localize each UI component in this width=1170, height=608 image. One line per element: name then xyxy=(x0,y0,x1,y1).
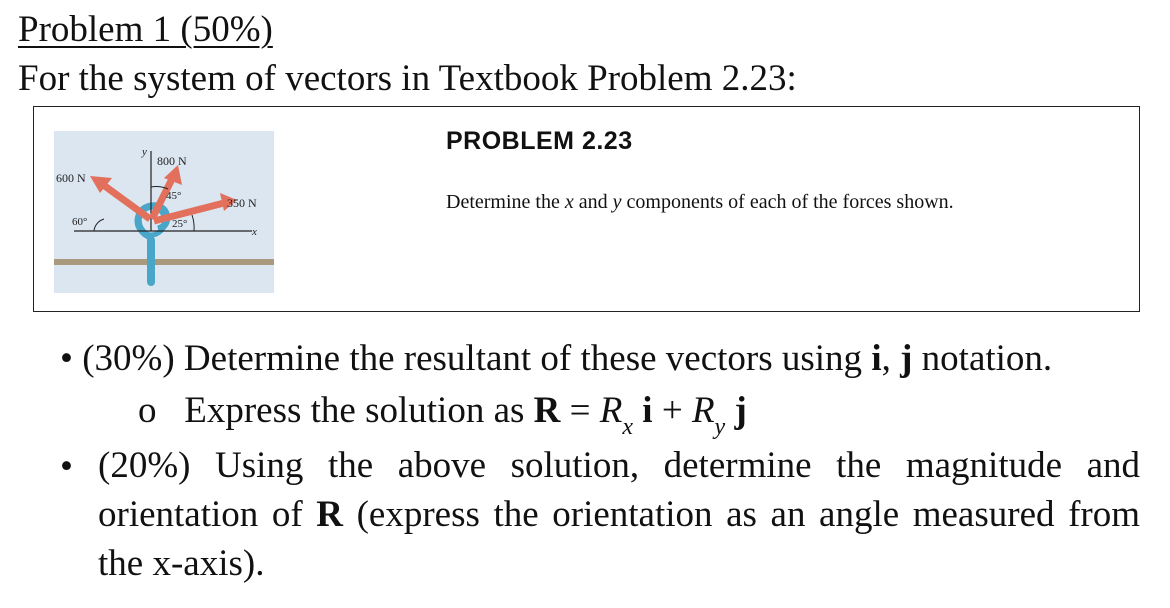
problem-title: PROBLEM 2.23 xyxy=(446,127,633,155)
label-25: 25° xyxy=(172,218,188,230)
problem-statement: Determine the x and y components of each of the forces shown. xyxy=(446,191,954,213)
sub-bullet-express: o Express the solution as $R = R_x$ $i + R_y$ j xyxy=(138,390,747,440)
label-45: 45° xyxy=(166,190,182,202)
label-y-axis: y xyxy=(142,146,147,158)
force-600-arrow xyxy=(102,184,150,219)
bullet-mark: • xyxy=(60,446,73,487)
hook-stem xyxy=(147,236,155,286)
ground-surface xyxy=(54,259,274,265)
angle-25-arc xyxy=(192,215,194,231)
force-diagram xyxy=(54,131,274,293)
force-figure xyxy=(54,131,274,293)
bullet-mark: • xyxy=(60,338,73,379)
textbook-problem-box xyxy=(33,106,1140,312)
label-60: 60° xyxy=(72,216,88,228)
label-350: 350 N xyxy=(227,196,257,210)
angle-60-arc xyxy=(94,219,104,231)
bullet-magnitude: • (20%) Using the above solution, determine the magnitude and orientation of R (express the orientation as an angle measured from the x-axis). xyxy=(60,441,1140,588)
label-x-axis: x xyxy=(252,226,257,238)
sub-bullet-mark: o xyxy=(138,390,157,431)
problem-heading: Problem 1 (50%) xyxy=(18,9,273,50)
intro-text: For the system of vectors in Textbook Problem 2.23: xyxy=(18,58,797,99)
label-800: 800 N xyxy=(157,154,187,168)
bullet-resultant: • (30%) Determine the resultant of these vectors using i, j notation. xyxy=(60,338,1053,379)
label-600: 600 N xyxy=(56,171,86,185)
